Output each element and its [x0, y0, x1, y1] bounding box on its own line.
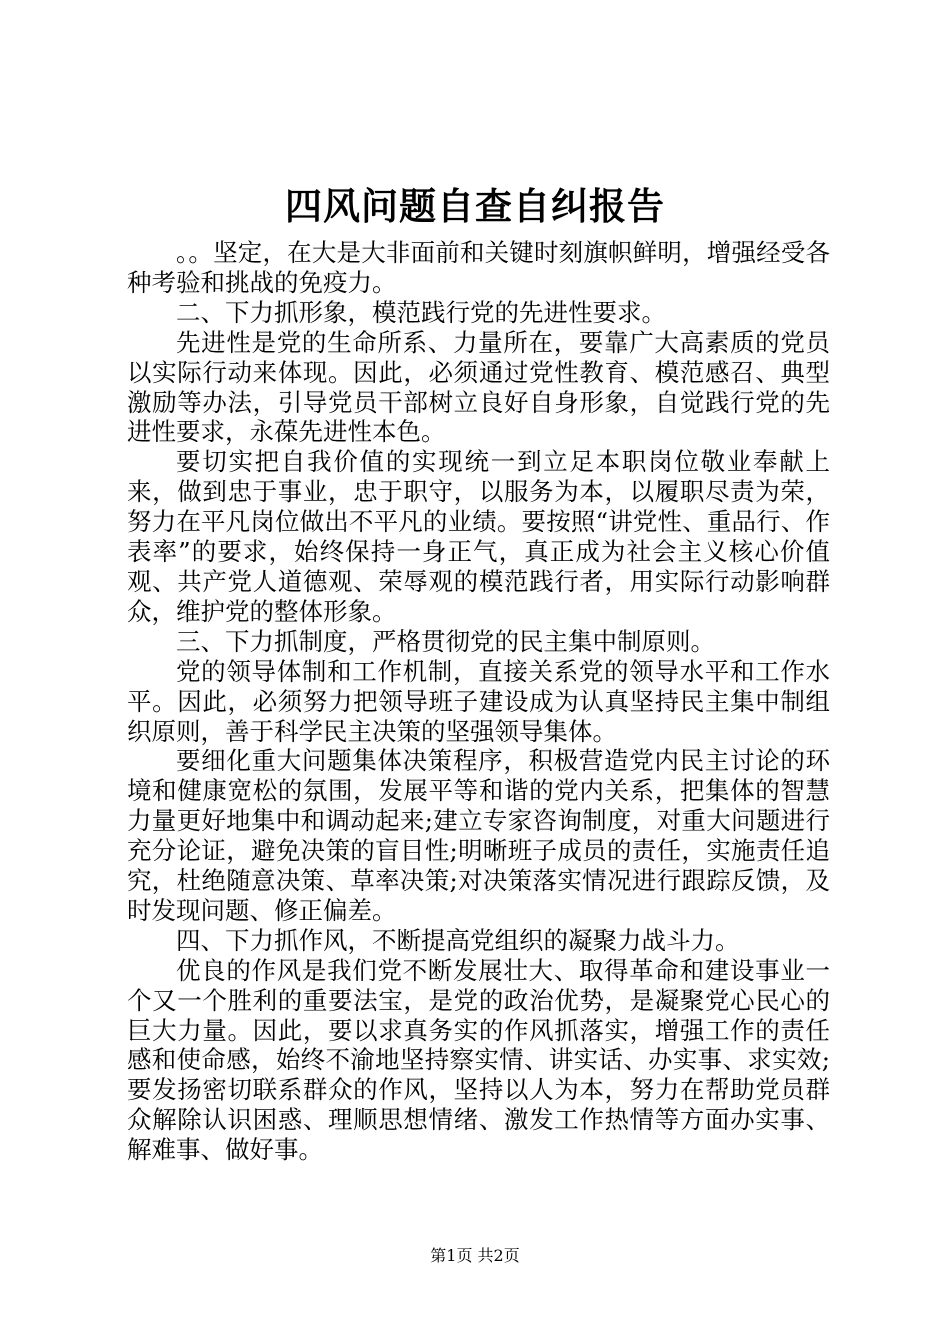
section-heading: 二、下力抓形象，模范践行党的先进性要求。: [176, 297, 666, 327]
paragraph: 要切实把自我价值的实现统一到立足本职岗位敬业奉献上来，做到忠于事业，忠于职守，以服务为本，以履职尽责为荣，努力在平凡岗位做出不平凡的业绩。要按照“讲党性、重品行、作表率”的要求，始终保持一身正气，真正成为社会主义核心价值观、共产党人道德观、荣辱观的模范践行者，用实际行动影响群众，维护党的整体形象。: [127, 447, 830, 626]
section-heading: 三、下力抓制度，严格贯彻党的民主集中制原则。: [176, 626, 715, 656]
paragraph: 先进性是党的生命所系、力量所在，要靠广大高素质的党员以实际行动来体现。因此，必须通过党性教育、模范感召、典型激励等办法，引导党员干部树立良好自身形象，自觉践行党的先进性要求，永葆先进性本色。: [127, 327, 830, 447]
section-heading: 四、下力抓作风，不断提高党组织的凝聚力战斗力。: [176, 925, 740, 955]
paragraph: 要细化重大问题集体决策程序，积极营造党内民主讨论的环境和健康宽松的氛围，发展平等和谐的党内关系，把集体的智慧力量更好地集中和调动起来;建立专家咨询制度，对重大问题进行充分论证，避免决策的盲目性;明晰班子成员的责任，实施责任追究，杜绝随意决策、草率决策;对决策落实情况进行跟踪反馈，及时发现问题、修正偏差。: [127, 746, 830, 925]
document-title: 四风问题自查自纠报告: [285, 185, 665, 228]
paragraph: 党的领导体制和工作机制，直接关系党的领导水平和工作水平。因此，必须努力把领导班子建设成为认真坚持民主集中制组织原则，善于科学民主决策的坚强领导集体。: [127, 656, 830, 746]
page-number-footer: 第1页 共2页: [430, 1246, 520, 1265]
paragraph: 。。坚定，在大是大非面前和关键时刻旗帜鲜明，增强经受各种考验和挑战的免疫力。: [127, 238, 830, 297]
paragraph: 优良的作风是我们党不断发展壮大、取得革命和建设事业一个又一个胜利的重要法宝，是党的政治优势，是凝聚党心民心的巨大力量。因此，要以求真务实的作风抓落实，增强工作的责任感和使命感，始终不渝地坚持察实情、讲实话、办实事、求实效;要发扬密切联系群众的作风，坚持以人为本，努力在帮助党员群众解除认识困惑、理顺思想情绪、激发工作热情等方面办实事、解难事、做好事。: [127, 955, 830, 1165]
document-body: [127, 238, 830, 1165]
